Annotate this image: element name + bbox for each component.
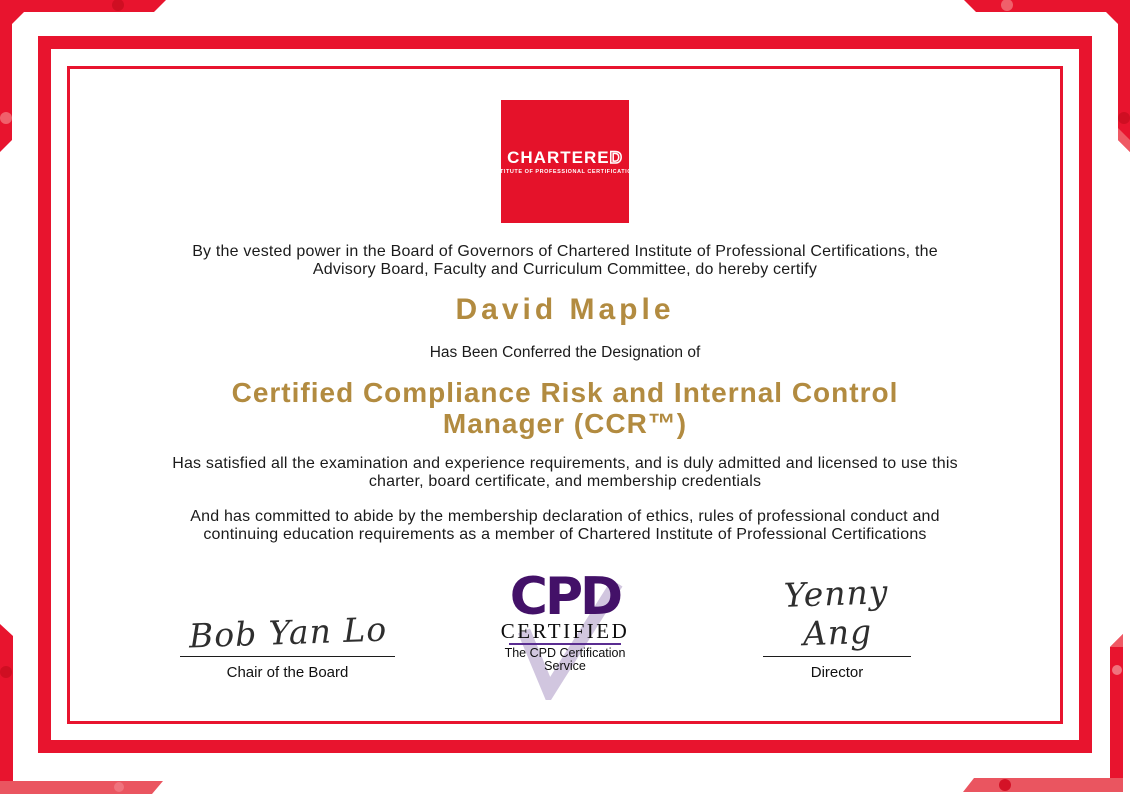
institute-logo-subtitle: INSTITUTE OF PROFESSIONAL CERTIFICATIONS	[489, 168, 641, 175]
conferral-line: Has Been Conferred the Designation of	[429, 344, 701, 361]
chair-title-label: Chair of the Board	[226, 664, 349, 681]
signature-block-director	[753, 572, 921, 681]
wordmark-accent-e: E	[597, 147, 610, 167]
director-title-label: Director	[810, 664, 864, 681]
wordmark-main: CHARTER	[507, 147, 598, 167]
commitment-paragraph: And has committed to abide by the membership declaration of ethics, rules of professional conduct and continuing education requirements as a member of Chartered Institute of Professional Certifications	[190, 508, 940, 543]
cpd-logo-box	[480, 567, 650, 700]
intro-paragraph: By the vested power in the Board of Governors of Chartered Institute of Professional Certifications, the Advisory Board, Faculty and Curriculum Committee, do hereby certify	[192, 243, 938, 278]
institute-logo-box	[489, 100, 641, 223]
cpd-underline	[509, 643, 621, 645]
cpd-service-line1: The CPD Certification	[504, 646, 626, 660]
wordmark-accent-d: D	[609, 147, 623, 167]
director-signature: Yenny Ang	[783, 572, 890, 654]
designation-title: Certified Compliance Risk and Internal Control Manager (CCR™)	[231, 377, 899, 439]
institute-logo	[0, 100, 1130, 223]
satisfied-paragraph: Has satisfied all the examination and experience requirements, and is duly admitted and licensed to use this charter, board certificate, and membership credentials	[172, 455, 958, 490]
institute-logo-wordmark	[507, 149, 623, 166]
cpd-certified-logo	[0, 567, 1130, 700]
recipient-name: David Maple	[455, 293, 675, 326]
cpd-certified-label: CERTIFIED	[500, 619, 630, 643]
cpd-service-line2: Service	[544, 659, 586, 673]
cpd-acronym: CPD	[509, 567, 621, 627]
director-signature-line	[763, 656, 911, 657]
chair-signature: Bob Yan Lo	[188, 609, 388, 656]
